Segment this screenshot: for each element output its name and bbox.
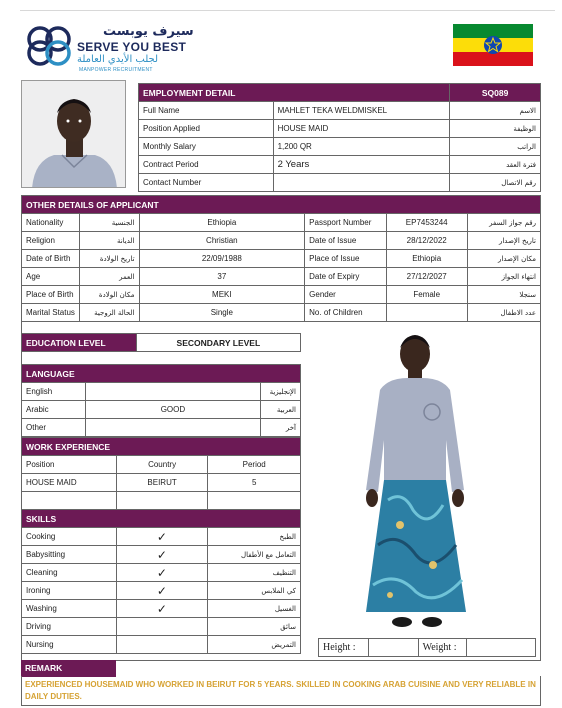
company-logo (25, 24, 195, 74)
education-table (21, 333, 301, 352)
full-name-arabic-label: الاسم (450, 102, 541, 120)
skill-driving-check (116, 618, 208, 636)
contact-number-arabic-label: رقم الاتصال (450, 174, 541, 192)
language-english-value (85, 383, 260, 401)
table-row (22, 492, 301, 510)
table-row (22, 564, 301, 582)
table-row (139, 156, 541, 174)
table-row (22, 582, 301, 600)
nationality-value: Ethiopia (139, 214, 305, 232)
marital-status-value: Single (139, 304, 305, 322)
place-of-birth-value: MEKI (139, 286, 305, 304)
work-experience-header: WORK EXPERIENCE (22, 438, 301, 456)
contract-period-arabic-label: فترة العقد (450, 156, 541, 174)
language-table (21, 364, 301, 437)
skill-babysitting-check-icon: ✓ (116, 546, 208, 564)
table-row (22, 268, 541, 286)
place-of-issue-value: Ethiopia (386, 250, 467, 268)
passport-number-label: Passport Number (305, 214, 387, 232)
table-row (139, 174, 541, 192)
table-row (139, 102, 541, 120)
reference-number: SQ089 (450, 84, 541, 102)
passport-number-value: EP7453244 (386, 214, 467, 232)
education-header: EDUCATION LEVEL (22, 334, 137, 352)
religion-label: Religion (22, 232, 80, 250)
table-row (22, 474, 301, 492)
work-experience-table (21, 437, 301, 510)
nationality-label: Nationality (22, 214, 80, 232)
language-english-arabic-label: الإنجليزية (261, 383, 301, 401)
work-column-period: Period (208, 456, 301, 474)
passport-number-arabic-label: رقم جواز السفر (467, 214, 540, 232)
skill-babysitting-label: Babysitting (22, 546, 117, 564)
language-other-label: Other (22, 419, 86, 437)
work-position-value (22, 492, 117, 510)
place-of-birth-label: Place of Birth (22, 286, 80, 304)
religion-value: Christian (139, 232, 305, 250)
position-applied-arabic-label: الوظيفة (450, 120, 541, 138)
religion-arabic-label: الديانة (79, 232, 139, 250)
date-of-issue-value: 28/12/2022 (386, 232, 467, 250)
ethiopia-flag-icon (453, 24, 533, 66)
monthly-salary-arabic-label: الراتب (450, 138, 541, 156)
table-row (22, 286, 541, 304)
age-arabic-label: العمر (79, 268, 139, 286)
skill-cleaning-label: Cleaning (22, 564, 117, 582)
contract-period-label: Contract Period (139, 156, 274, 174)
skill-nursing-arabic-label: التمريض (208, 636, 301, 654)
full-name-label: Full Name (139, 102, 274, 120)
top-divider (20, 10, 555, 11)
table-row (139, 138, 541, 156)
employment-detail-table (138, 83, 541, 192)
date-of-birth-label: Date of Birth (22, 250, 80, 268)
date-of-birth-arabic-label: تاريخ الولادة (79, 250, 139, 268)
gender-value: Female (386, 286, 467, 304)
gender-label: Gender (305, 286, 387, 304)
language-english-label: English (22, 383, 86, 401)
table-row (22, 401, 301, 419)
place-of-issue-label: Place of Issue (305, 250, 387, 268)
date-of-issue-label: Date of Issue (305, 232, 387, 250)
skill-cleaning-check-icon: ✓ (116, 564, 208, 582)
contract-period-value: 2 Years (273, 156, 450, 174)
applicant-portrait-photo (21, 80, 126, 188)
skill-ironing-check-icon: ✓ (116, 582, 208, 600)
place-of-issue-arabic-label: مكان الإصدار (467, 250, 540, 268)
work-country-value: BEIRUT (116, 474, 208, 492)
full-name-value: MAHLET TEKA WELDMISKEL (273, 102, 450, 120)
marital-status-arabic-label: الحالة الزوجية (79, 304, 139, 322)
remark-header-box (21, 660, 116, 677)
skill-babysitting-arabic-label: التعامل مع الأطفال (208, 546, 301, 564)
skills-table (21, 509, 301, 654)
table-row (22, 546, 301, 564)
logo-english-name: SERVE YOU BEST (77, 40, 187, 54)
nationality-arabic-label: الجنسية (79, 214, 139, 232)
skill-washing-check-icon: ✓ (116, 600, 208, 618)
logo-arabic-subtitle: لجلب الأيدي العاملة (77, 54, 159, 65)
position-applied-label: Position Applied (139, 120, 274, 138)
contact-number-label: Contact Number (139, 174, 274, 192)
age-value: 37 (139, 268, 305, 286)
measurements-table (318, 638, 536, 657)
language-other-value (85, 419, 260, 437)
weight-value (466, 639, 535, 657)
children-label: No. of Children (305, 304, 387, 322)
language-arabic-value: GOOD (85, 401, 260, 419)
language-arabic-arabic-label: العربية (261, 401, 301, 419)
work-column-country: Country (116, 456, 208, 474)
monthly-salary-value: 1,200 QR (273, 138, 450, 156)
work-period-value (208, 492, 301, 510)
children-value (386, 304, 467, 322)
table-row (22, 618, 301, 636)
skill-cooking-check-icon: ✓ (116, 528, 208, 546)
skill-driving-label: Driving (22, 618, 117, 636)
logo-english-subtitle: MANPOWER RECRUITMENT (79, 67, 153, 73)
work-period-value: 5 (208, 474, 301, 492)
remark-header: REMARK (21, 660, 116, 677)
education-level-value: SECONDARY LEVEL (136, 334, 300, 352)
date-of-birth-value: 22/09/1988 (139, 250, 305, 268)
table-row (22, 214, 541, 232)
work-position-value: HOUSE MAID (22, 474, 117, 492)
work-country-value (116, 492, 208, 510)
height-value (368, 639, 418, 657)
children-arabic-label: عدد الاطفال (467, 304, 540, 322)
table-row (22, 304, 541, 322)
date-of-expiry-value: 27/12/2027 (386, 268, 467, 286)
contact-number-value (273, 174, 450, 192)
date-of-expiry-label: Date of Expiry (305, 268, 387, 286)
skill-cooking-label: Cooking (22, 528, 117, 546)
work-column-position: Position (22, 456, 117, 474)
skill-nursing-check (116, 636, 208, 654)
logo-arabic-name: سيرف يوبست (103, 24, 194, 39)
remark-text: EXPERIENCED HOUSEMAID WHO WORKED IN BEIRUT FOR 5 YEARS. SKILLED IN COOKING ARAB CUISINE AND VERY RELIABLE IN DAILY DUTIES. (25, 680, 536, 701)
skill-cooking-arabic-label: الطبخ (208, 528, 301, 546)
skill-nursing-label: Nursing (22, 636, 117, 654)
age-label: Age (22, 268, 80, 286)
table-row (22, 528, 301, 546)
place-of-birth-arabic-label: مكان الولادة (79, 286, 139, 304)
table-row (22, 250, 541, 268)
monthly-salary-label: Monthly Salary (139, 138, 274, 156)
language-arabic-label: Arabic (22, 401, 86, 419)
skill-ironing-label: Ironing (22, 582, 117, 600)
table-row (22, 383, 301, 401)
height-label: Height : (319, 639, 369, 657)
table-row (22, 636, 301, 654)
table-row (139, 120, 541, 138)
table-row (22, 600, 301, 618)
skill-washing-arabic-label: الغسيل (208, 600, 301, 618)
position-applied-value: HOUSE MAID (273, 120, 450, 138)
logo-rings-icon (25, 24, 75, 68)
applicant-full-body-photo (318, 330, 538, 635)
skill-cleaning-arabic-label: التنظيف (208, 564, 301, 582)
table-row (22, 419, 301, 437)
other-details-header: OTHER DETAILS OF APPLICANT (22, 196, 541, 214)
date-of-issue-arabic-label: تاريخ الإصدار (467, 232, 540, 250)
table-row (22, 232, 541, 250)
skill-washing-label: Washing (22, 600, 117, 618)
skill-driving-arabic-label: سائق (208, 618, 301, 636)
language-other-arabic-label: آخر (261, 419, 301, 437)
weight-label: Weight : (418, 639, 466, 657)
skill-ironing-arabic-label: كي الملابس (208, 582, 301, 600)
language-header: LANGUAGE (22, 365, 301, 383)
skills-header: SKILLS (22, 510, 301, 528)
other-details-table (21, 195, 541, 322)
date-of-expiry-arabic-label: انتهاء الجواز (467, 268, 540, 286)
employment-detail-header: EMPLOYMENT DETAIL (139, 84, 450, 102)
gender-arabic-label: سنجلا (467, 286, 540, 304)
table-row (22, 456, 301, 474)
marital-status-label: Marital Status (22, 304, 80, 322)
